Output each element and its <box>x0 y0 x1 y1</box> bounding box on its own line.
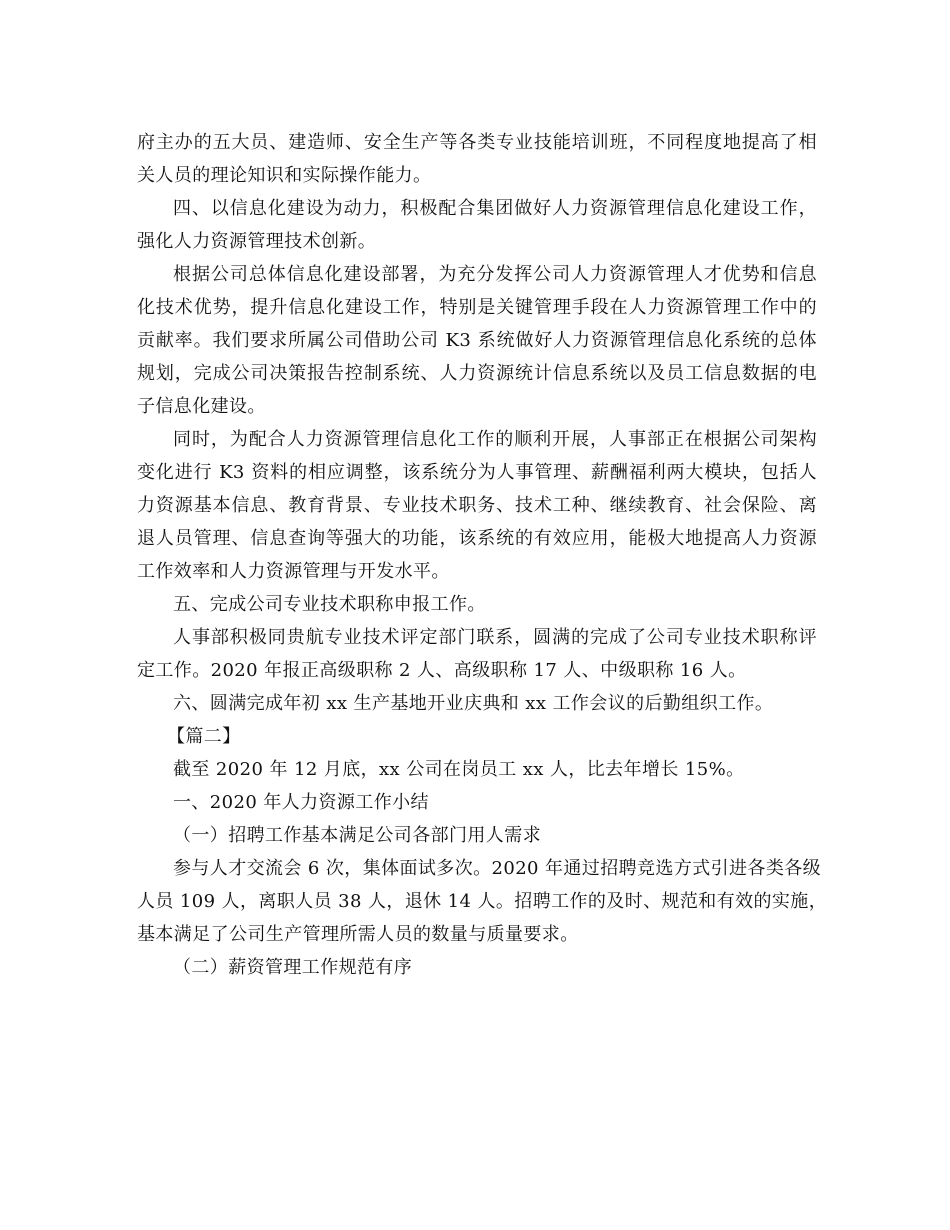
text-line: 人员 109 人，离职人员 38 人，退休 14 人。招聘工作的及时、规范和有效的实施， <box>137 891 828 912</box>
text-line: 定工作。2020 年报正高级职称 2 人、高级职称 17 人、中级职称 16 人。 <box>137 660 747 681</box>
part-heading: 【篇二】 <box>167 726 241 747</box>
text-line: 子信息化建设。 <box>137 396 266 417</box>
text-line: 工作效率和人力资源管理与开发水平。 <box>137 561 450 582</box>
text-line: 人事部积极同贵航专业技术评定部门联系，圆满的完成了公司专业技术职称评 <box>173 627 817 648</box>
section-heading: 五、完成公司专业技术职称申报工作。 <box>173 594 486 615</box>
text-line: 截至 2020 年 12 月底，xx 公司在岗员工 xx 人，比去年增长 15%。 <box>173 759 745 780</box>
text-line: 变化进行 K3 资料的相应调整，该系统分为人事管理、薪酬福利两大模块，包括人 <box>137 462 817 483</box>
text-line: 关人员的理论知识和实际操作能力。 <box>137 165 432 186</box>
text-line: 化技术优势，提升信息化建设工作，特别是关键管理手段在人力资源管理工作中的 <box>137 297 817 318</box>
text-line: 力资源基本信息、教育背景、专业技术职务、技术工种、继续教育、社会保险、离 <box>137 495 817 516</box>
text-line: 根据公司总体信息化建设部署，为充分发挥公司人力资源管理人才优势和信息 <box>173 264 817 285</box>
text-line: 参与人才交流会 6 次，集体面试多次。2020 年通过招聘竞选方式引进各类各级 <box>173 858 822 879</box>
document-body <box>137 126 828 984</box>
subsection-heading: （一）招聘工作基本满足公司各部门用人需求 <box>173 825 541 846</box>
text-line: 府主办的五大员、建造师、安全生产等各类专业技能培训班，不同程度地提高了相 <box>137 132 817 153</box>
section-heading: 强化人力资源管理技术创新。 <box>137 231 377 252</box>
section-heading: 四、以信息化建设为动力，积极配合集团做好人力资源管理信息化建设工作， <box>173 198 817 219</box>
subsection-heading: （二）薪资管理工作规范有序 <box>173 957 413 978</box>
section-heading: 一、2020 年人力资源工作小结 <box>173 792 429 813</box>
text-line: 贡献率。我们要求所属公司借助公司 K3 系统做好人力资源管理信息化系统的总体 <box>137 330 817 351</box>
section-heading: 六、圆满完成年初 xx 生产基地开业庆典和 xx 工作会议的后勤组织工作。 <box>173 693 774 714</box>
text-line: 基本满足了公司生产管理所需人员的数量与质量要求。 <box>137 924 579 945</box>
text-line: 规划，完成公司决策报告控制系统、人力资源统计信息系统以及员工信息数据的电 <box>137 363 817 384</box>
text-line: 退人员管理、信息查询等强大的功能，该系统的有效应用，能极大地提高人力资源 <box>137 528 817 549</box>
text-line: 同时，为配合人力资源管理信息化工作的顺利开展，人事部正在根据公司架构 <box>173 429 817 450</box>
